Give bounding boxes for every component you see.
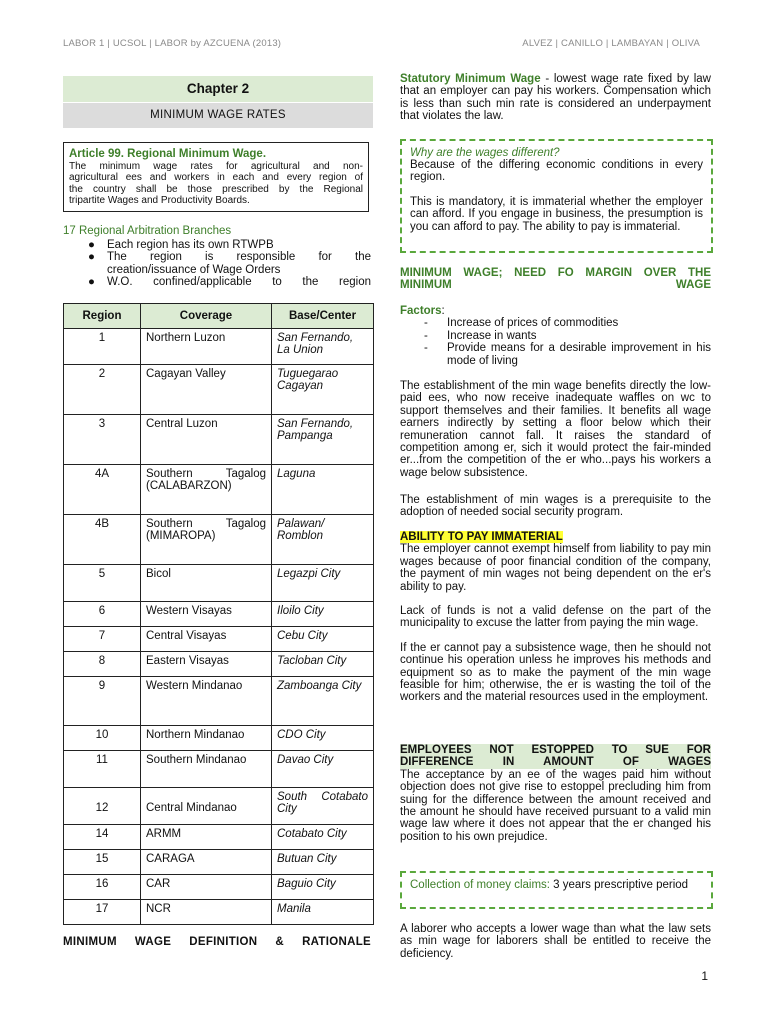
table-row [64, 652, 374, 677]
col-header-base: Base/Center [272, 304, 374, 329]
dash-icon: - [424, 342, 428, 355]
cell-coverage: Southern Tagalog (MIMAROPA) [141, 515, 272, 565]
cell-base: CDO City [272, 726, 374, 751]
table-row [64, 515, 374, 565]
cell-base: Davao City [272, 751, 374, 788]
why-wages-box [400, 139, 713, 253]
table-row [64, 726, 374, 751]
cell-base: Cotabato City [272, 825, 374, 850]
bullet-icon: ● [88, 275, 95, 288]
dash-icon: - [424, 329, 428, 342]
cell-coverage: CAR [141, 875, 272, 900]
why-box-p1: Because of the differing economic conditions in every region. [410, 159, 703, 184]
rab-list [88, 239, 371, 288]
cell-region: 11 [64, 751, 141, 788]
cell-base: Tacloban City [272, 652, 374, 677]
article-line: agricultural ees and workers in each and every region of [69, 172, 363, 184]
col-header-coverage: Coverage [141, 304, 272, 329]
table-row [64, 415, 374, 465]
table-row [64, 627, 374, 652]
cell-region: 1 [64, 329, 141, 365]
list-item [400, 317, 711, 329]
cell-base: Cebu City [272, 627, 374, 652]
list-item-text: Provide means for a desirable improvement in his mode of living [447, 342, 711, 367]
cell-coverage: Southern Mindanao [141, 751, 272, 788]
cell-coverage: Eastern Visayas [141, 652, 272, 677]
chapter-subtitle: MINIMUM WAGE RATES [63, 103, 373, 128]
collection-label: Collection of money claims: [410, 879, 550, 891]
list-item [400, 330, 711, 342]
table-row [64, 751, 374, 788]
running-header-left: LABOR 1 | UCSOL | LABOR by AZCUENA (2013) [63, 38, 282, 49]
ability-p3: If the er cannot pay a subsistence wage, then he should not continue his operation unless he improves his methods and equipment so as to make the payment of the min wage feasible for him; otherwise, the er is wasting the toil of the workers and the material resources used in the employment. [400, 641, 711, 704]
cell-region: 6 [64, 602, 141, 627]
statutory-definition: - lowest wage rate fixed by law that an employer can pay his workers. Compensation which is less than such min rate is considered an underpayment that violates the law. [400, 73, 711, 123]
list-item [88, 239, 371, 251]
margin-heading: MINIMUM WAGE; NEED FO MARGIN OVER THE MINIMUM WAGE [400, 267, 711, 292]
dash-icon: - [424, 317, 428, 330]
article-line: tripartite Wages and Productivity Boards. [69, 194, 250, 206]
list-item-text: W.O. confined/applicable to the region [107, 275, 371, 288]
cell-coverage: CARAGA [141, 850, 272, 875]
list-item [88, 276, 371, 288]
table-row [64, 465, 374, 515]
table-row [64, 825, 374, 850]
cell-base: San Fernando, Pampanga [272, 415, 374, 465]
collection-box [400, 871, 713, 909]
article-99-box [63, 142, 369, 212]
cell-region: 4B [64, 515, 141, 565]
cell-region: 12 [64, 788, 141, 825]
cell-coverage: Southern Tagalog (CALABARZON) [141, 465, 272, 515]
cell-region: 3 [64, 415, 141, 465]
list-item-text: Increase of prices of commodities [447, 317, 619, 330]
cell-base: Manila [272, 900, 374, 925]
article-body [69, 161, 363, 206]
table-row [64, 788, 374, 825]
paragraph-prerequisite: The establishment of min wages is a prerequisite to the adoption of needed social security program. [400, 494, 711, 519]
cell-region: 7 [64, 627, 141, 652]
cell-coverage: Western Visayas [141, 602, 272, 627]
table-row [64, 365, 374, 415]
factors-section [400, 305, 711, 367]
cell-region: 4A [64, 465, 141, 515]
cell-coverage: Central Luzon [141, 415, 272, 465]
collection-text: 3 years prescriptive period [549, 879, 689, 891]
article-line: the country shall be those prescribed by the Regional [69, 183, 363, 195]
estopped-heading: EMPLOYEES NOT ESTOPPED TO SUE FOR DIFFERENCE IN AMOUNT OF WAGES [400, 744, 711, 769]
cell-base: Legazpi City [272, 565, 374, 602]
cell-region: 2 [64, 365, 141, 415]
regions-table [63, 303, 374, 925]
cell-coverage: Northern Luzon [141, 329, 272, 365]
cell-base: Tuguegarao Cagayan [272, 365, 374, 415]
why-box-p2: This is mandatory, it is immaterial whether the employer can afford. If you engage in business, the presumption is you can afford to pay. The ability to pay is immaterial. [410, 195, 703, 233]
statutory-term: Statutory Minimum Wage [400, 73, 541, 85]
factors-colon: : [441, 305, 445, 317]
list-item-text: creation/issuance of Wage Orders [107, 263, 281, 276]
cell-base: Laguna [272, 465, 374, 515]
article-line: The minimum wage rates for agricultural and non- [69, 161, 363, 172]
list-item-text: The region is responsible for the [107, 251, 371, 264]
col-header-region: Region [64, 304, 141, 329]
cell-coverage: Central Mindanao [141, 788, 272, 825]
cell-base: Baguio City [272, 875, 374, 900]
factors-list [400, 317, 711, 367]
table-row [64, 875, 374, 900]
table-row [64, 329, 374, 365]
ability-p1: The employer cannot exempt himself from liability to pay min wages because of poor financial condition of the company, the payment of min wages not being dependent on the er's ability to pay. [400, 543, 711, 593]
table-row [64, 565, 374, 602]
table-row [64, 900, 374, 925]
table-row [64, 850, 374, 875]
cell-coverage: NCR [141, 900, 272, 925]
cell-coverage: Central Visayas [141, 627, 272, 652]
cell-region: 5 [64, 565, 141, 602]
page-number: 1 [701, 969, 708, 983]
table-header-row [64, 304, 374, 329]
cell-base: Zamboanga City [272, 677, 374, 726]
cell-region: 10 [64, 726, 141, 751]
paragraph-benefits: The establishment of the min wage benefits directly the low-paid ees, who now receive inadequate waffles on wc to support themselves and their families. It benefits all wage earners indirectly by setting a floor below which their remuneration cannot fall. It raises the standard of competition among er, sich it would protect the fair-minded er...from the competition of the er who...pays his workers a wage below subsistence. [400, 380, 711, 479]
cell-base: Iloilo City [272, 602, 374, 627]
cell-region: 17 [64, 900, 141, 925]
mw-definition-heading: MINIMUM WAGE DEFINITION & RATIONALE [63, 936, 371, 948]
cell-region: 15 [64, 850, 141, 875]
list-item-text: Each region has its own RTWPB [107, 239, 274, 251]
cell-coverage: ARMM [141, 825, 272, 850]
paragraph-laborer: A laborer who accepts a lower wage than what the law sets as min wage for laborers shall be entitled to receive the deficiency. [400, 923, 711, 960]
estopped-paragraph: The acceptance by an ee of the wages paid him without objection does not give rise to estoppel precluding him from suing for the difference between the amount received and the amount he should have received pursuant to a valid min wage law where it does not appear that the er changed his position to his own prejudice. [400, 768, 711, 843]
cell-base: Palawan/ Romblon [272, 515, 374, 565]
list-item [88, 251, 371, 276]
table-row [64, 602, 374, 627]
chapter-title: Chapter 2 [63, 76, 373, 102]
rab-heading: 17 Regional Arbitration Branches [63, 225, 232, 237]
running-header-right: ALVEZ | CANILLO | LAMBAYAN | OLIVA [522, 38, 700, 49]
cell-region: 9 [64, 677, 141, 726]
estopped-section [400, 744, 711, 843]
cell-coverage: Cagayan Valley [141, 365, 272, 415]
cell-region: 14 [64, 825, 141, 850]
list-item-text: Increase in wants [447, 329, 537, 342]
cell-region: 8 [64, 652, 141, 677]
cell-base: South Cotabato City [272, 788, 374, 825]
statutory-minimum-wage [400, 73, 711, 123]
cell-coverage: Bicol [141, 565, 272, 602]
cell-region: 16 [64, 875, 141, 900]
ability-heading: ABILITY TO PAY IMMATERIAL [400, 531, 563, 543]
cell-base: Butuan City [272, 850, 374, 875]
factors-label: Factors [400, 305, 442, 317]
article-title: Article 99. Regional Minimum Wage. [69, 148, 267, 160]
bullet-icon: ● [88, 239, 95, 251]
ability-to-pay-section [400, 531, 711, 704]
cell-base: San Fernando, La Union [272, 329, 374, 365]
table-row [64, 677, 374, 726]
ability-p2: Lack of funds is not a valid defense on the part of the municipality to excuse the latter from paying the min wage. [400, 605, 711, 630]
cell-coverage: Northern Mindanao [141, 726, 272, 751]
bullet-icon: ● [88, 251, 95, 264]
list-item [400, 342, 711, 367]
cell-coverage: Western Mindanao [141, 677, 272, 726]
why-box-title: Why are the wages different? [410, 147, 560, 159]
